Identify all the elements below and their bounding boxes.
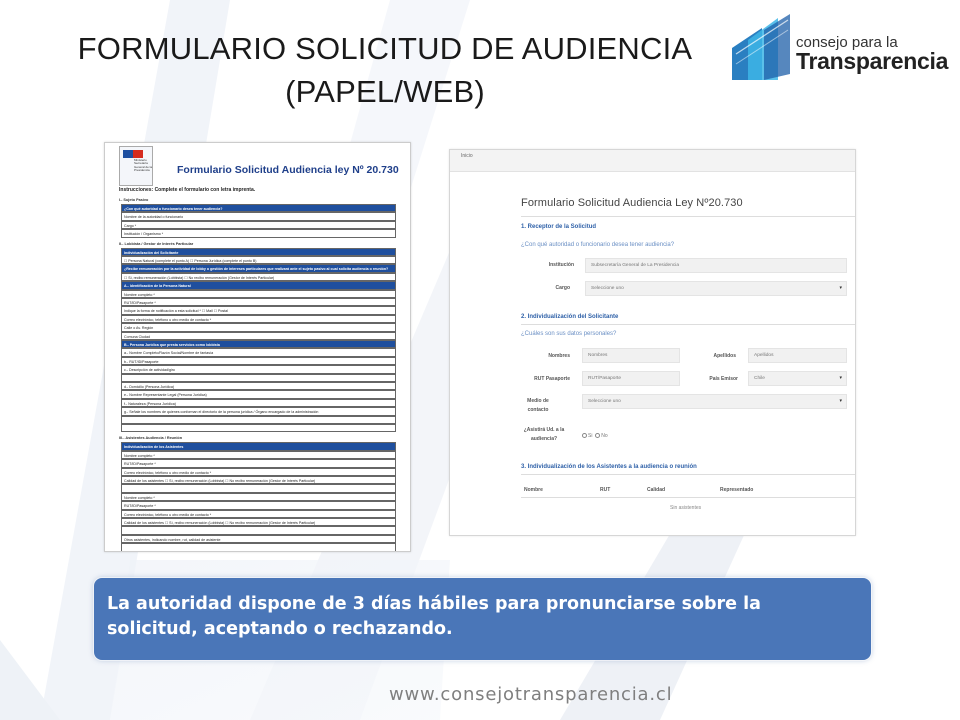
rut-input[interactable]: RUT/Pasaporte (582, 371, 680, 386)
paper-form-row: RUT/ID/Pasaporte * (121, 501, 396, 509)
asistira-label-line2: audiencia? (530, 436, 558, 442)
paper-form-row: RUT/ID/Pasaporte * (121, 298, 396, 306)
radio-si-label: Si (588, 433, 593, 439)
paper-form-row: Otros asistentes, indicando nombre, rut, calidad de asistente (121, 535, 396, 543)
pais-emisor-select[interactable]: Chile ▾ (748, 371, 847, 386)
paper-form-header (105, 143, 410, 185)
section-asistentes-heading: 3. Individualización de los Asistentes a la audiencia o reunión (521, 464, 697, 470)
paper-form-row: Calle o Av. Región (121, 323, 396, 331)
radio-no-button[interactable] (595, 433, 600, 438)
medio-contacto-label-line1: Medio de (527, 398, 549, 404)
institucion-label: Institución (548, 262, 574, 268)
paper-form-row (121, 424, 396, 432)
paper-form-row: Correo electrónico, teléfono u otro medio de contacto * (121, 510, 396, 518)
section-receptor-heading: 1. Receptor de la Solicitud (521, 224, 597, 230)
pais-emisor-label: País Emisor (709, 376, 738, 382)
paper-form-row (121, 484, 396, 492)
paper-form-row: g.- Señale los nombres de quienes conforman el directorio de la persona jurídica / Órgano encargado de la administración (121, 407, 396, 415)
question-datos-personales: ¿Cuáles son sus datos personales? (521, 331, 617, 337)
paper-form-row (121, 416, 396, 424)
paper-form-row: Correo electrónico, teléfono u otro medio de contacto * (121, 315, 396, 323)
web-form-screenshot (449, 149, 856, 536)
cargo-select[interactable]: Seleccione uno ▾ (585, 281, 847, 296)
apellidos-label: Apellidos (713, 353, 736, 359)
breadcrumb-inicio-link[interactable]: Inicio (461, 153, 473, 159)
paper-form-row: Institución / Organismo * (121, 229, 396, 237)
section-solicitante-heading: 2. Individualización del Solicitante (521, 314, 619, 320)
paper-form-row: c.- Descripción de actividad/giro (121, 365, 396, 373)
paper-form-row: A.- Identificación de la Persona Natural (121, 281, 396, 289)
paper-form-row: Nombre de la autoridad o funcionario (121, 212, 396, 220)
table-header-rut: RUT (600, 487, 611, 493)
website-url: www.consejotransparencia.cl (389, 684, 673, 705)
rut-label: RUT Pasaporte (534, 376, 570, 382)
nombres-input[interactable]: Nombres (582, 348, 680, 363)
paper-form-row: e.- Nombre Representante Legal (Persona Jurídica) (121, 390, 396, 398)
nombres-label: Nombres (548, 353, 570, 359)
logo-mark-icon (728, 14, 794, 84)
paper-form-row: ☐ Persona Natural (complete el punto A) ☐ Persona Jurídica (complete el punto B) (121, 256, 396, 264)
paper-form-row: Comuna Ciudad (121, 332, 396, 340)
paper-section-label: I.- Sujeto Pasivo (119, 198, 149, 202)
divider (521, 324, 855, 325)
slide-title-line1: FORMULARIO SOLICITUD DE AUDIENCIA (77, 31, 693, 66)
paper-form-row: a.- Nombre Completo/Razón Social/Nombre de fantasía (121, 348, 396, 356)
apellidos-input[interactable]: Apellidos (748, 348, 847, 363)
paper-form-image (104, 142, 411, 552)
cargo-label: Cargo (555, 285, 570, 291)
paper-form-row: Indique la forma de notificación a esta solicitud * ☐ Mail ☐ Postal (121, 306, 396, 314)
paper-form-row: Cargo * (121, 221, 396, 229)
paper-form-row: Individualización de los Asistentes (121, 442, 396, 450)
paper-form-row: d.- Domicilio (Persona Jurídica) (121, 382, 396, 390)
empty-table-message: Sin asistentes (670, 505, 702, 511)
paper-form-row: Nombre completo * (121, 493, 396, 501)
logo-text-line1: consejo para la (796, 34, 898, 51)
paper-form-row: Nombre completo * (121, 451, 396, 459)
web-breadcrumb-bar (450, 150, 855, 172)
paper-form-row: ¿Recibe remuneración por la actividad de lobby o gestión de intereses particulares que realizará ante el sujeto pasivo al cual solicita audiencia o reunión? (121, 264, 396, 272)
paper-form-instructions: Instrucciones: Complete el formulario con letra imprenta. (119, 187, 256, 193)
medio-contacto-select[interactable]: Seleccione uno ▾ (582, 394, 847, 409)
paper-form-row: ☐ Sí, recibo remuneración (Lobbista) ☐ No recibo remuneración (Gestor de Interés Particular) (121, 273, 396, 281)
paper-form-row: Individualización del Solicitante (121, 248, 396, 256)
paper-form-row: ¿Con qué autoridad o funcionario desea tener audiencia? (121, 204, 396, 212)
divider (521, 474, 855, 475)
paper-form-row: Correo electrónico, teléfono u otro medio de contacto * (121, 468, 396, 476)
paper-form-row: f.- Naturaleza (Persona Jurídica) (121, 399, 396, 407)
logo-text-line2: Transparencia (796, 48, 949, 74)
asistira-radio-group (582, 433, 608, 439)
table-header-calidad: Calidad (647, 487, 666, 493)
asistira-label-line1: ¿Asistirá Ud. a la (523, 427, 565, 433)
consejo-transparencia-logo (728, 14, 949, 84)
medio-contacto-label-line2: contacto (527, 407, 549, 413)
slide-title-line2: (PAPEL/WEB) (285, 74, 485, 109)
ministry-logo-text: Ministerio Secretaría General de la Presidencia (134, 158, 153, 173)
paper-form-row (121, 543, 396, 551)
paper-form-row (121, 526, 396, 534)
paper-form-row: Nombre completo * (121, 290, 396, 298)
table-header-representado: Representado (720, 487, 754, 493)
paper-form-row: B.- Persona Jurídica que presta servicios como lobbista (121, 340, 396, 348)
radio-no-label: No (601, 433, 608, 439)
divider (521, 216, 855, 217)
paper-form-row (121, 374, 396, 382)
paper-form-row: Calidad de los asistentes ☐ Sí, recibo remuneración (Lobbista) ☐ No recibo remuneración (Gestor de Interés Particular) (121, 518, 396, 526)
institucion-input[interactable]: Subsecretaría General de La Presidencia (585, 258, 847, 273)
question-autoridad: ¿Con qué autoridad o funcionario desea tener audiencia? (521, 242, 675, 248)
paper-form-row: b.- RUT/ID/Pasaporte (121, 357, 396, 365)
divider (521, 497, 855, 498)
paper-section-label: III.- Asistentes Audiencia / Reunión (119, 436, 183, 441)
table-header-nombre: Nombre (524, 487, 543, 493)
radio-si-button[interactable] (582, 433, 587, 438)
callout-box (94, 578, 871, 660)
paper-section-label: II.- Lobbista / Gestor de Interés Particular (119, 241, 194, 246)
ministry-logo (119, 146, 153, 186)
paper-form-title: Formulario Solicitud Audiencia ley Nº 20.730 (177, 164, 399, 176)
paper-form-row: Calidad de los asistentes ☐ Sí, recibo remuneración (Lobbista) ☐ No recibo remuneración (Gestor de Interés Particular) (121, 476, 396, 484)
web-form-title: Formulario Solicitud Audiencia Ley Nº20.730 (521, 197, 743, 209)
callout-text: La autoridad dispone de 3 días hábiles para pronunciarse sobre la solicitud, aceptando o rechazando. (107, 594, 761, 639)
paper-form-row: RUT/ID/Pasaporte * (121, 459, 396, 467)
